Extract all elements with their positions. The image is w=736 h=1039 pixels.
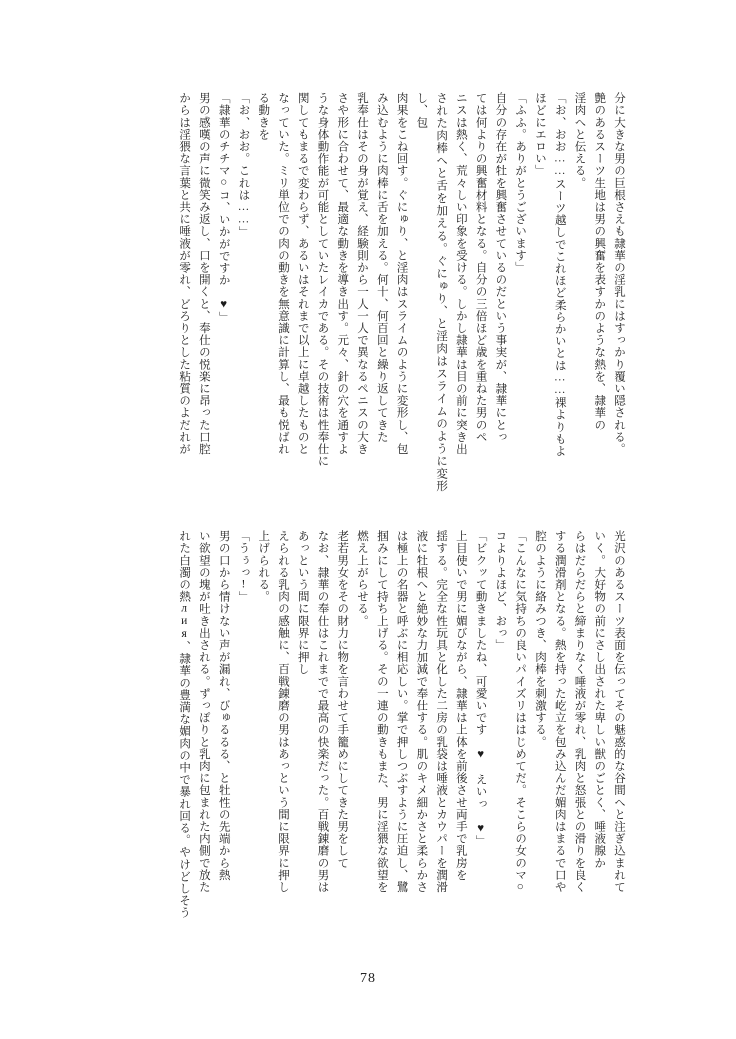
paragraph: 光沢のあるスーツ表面を伝ってその魅惑的な谷間へと注ぎ込まれて bbox=[613, 530, 625, 893]
paragraph: さや形に合わせて、最適な動きを導き出す。元々、針の穴を通すよ bbox=[336, 92, 349, 455]
paragraph: ほどにエロい」 bbox=[533, 92, 546, 177]
text-column-upper bbox=[173, 92, 628, 492]
paragraph: れた白濁の熱лия、隷華の豊満な媚肉の中で暴れ回る。やけどしそう bbox=[178, 530, 191, 919]
paragraph: 自分の存在が牡を興奮させているのだという事実が、隷華にとっ bbox=[494, 92, 507, 443]
paragraph: 「お、おお。これは……」 bbox=[237, 92, 250, 239]
paragraph: 「お、おお……スーツ越しでこれほど柔らかいとは……裸よりもよ bbox=[553, 92, 566, 457]
paragraph: 「ビクッて動きましたね、可愛いです ♥ えいっ ♥」 bbox=[474, 530, 487, 848]
page-number: 78 bbox=[360, 971, 376, 986]
paragraph: ては何よりの興奮材料となる。自分の三倍ほど歳を重ねた男のペ bbox=[474, 92, 487, 443]
paragraph: 男の口から情けない声が漏れ、びゅるるる、と牡性の先端から熱 bbox=[217, 530, 230, 881]
paragraph: 男の感嘆の声に微笑み返し、口を開くと、奉仕の悦楽に昂った口腔 bbox=[197, 92, 210, 455]
paragraph: された肉棒へと舌を加える。ぐにゅり、と淫肉はスライムのように変形し、包 bbox=[415, 92, 448, 492]
paragraph: なお、隷華の奉仕はこれまでで最高の快楽だった。百戦錬磨の男は bbox=[316, 530, 329, 893]
paragraph: うな身体動作能が可能としていたレイカである。その技術は性奉仕に bbox=[316, 92, 329, 468]
paragraph: コよりよほど、おっ」 bbox=[494, 530, 507, 651]
paragraph: 上げられる。 bbox=[257, 530, 270, 603]
paragraph: からは淫猥な言葉と共に唾液が零れ、どろりとした粘質のよだれが bbox=[178, 92, 191, 455]
paragraph: 分に大きな男の巨根さえも隷華の淫乳にはすっかり覆い隠される。 bbox=[613, 92, 625, 455]
paragraph: 液に牡根へと絶妙な力加減で奉仕する。肌のキメ細かさと柔らかさ bbox=[415, 530, 428, 893]
paragraph: 「こんなに気持ちの良いパイズリははじめてだ。そこらの女のマ○ bbox=[514, 530, 527, 894]
paragraph: い欲望の塊が吐き出される。ずっぽりと乳肉に包まれた内側で放た bbox=[197, 530, 210, 893]
paragraph: 「うぅっ!」 bbox=[237, 530, 250, 604]
paragraph: 腔のように絡みつき、肉棒を刺激する。 bbox=[533, 530, 546, 748]
text-column-lower bbox=[173, 530, 628, 930]
paragraph: 肉果をこね回す。ぐにゅり、と淫肉はスライムのように変形し、包 bbox=[395, 92, 408, 455]
paragraph: ニスは熱く、荒々しい印象を受ける。しかし隷華は目の前に突き出 bbox=[454, 92, 467, 455]
paragraph: 掴みにして持ち上げる。その一連の動きもまた、男に淫猥な欲望を bbox=[375, 530, 388, 893]
paragraph: 乳奉仕はその身が覚え、経験則から一人一人で異なるペニスの大き bbox=[356, 92, 369, 455]
paragraph: る動きを bbox=[257, 92, 270, 141]
paragraph: 揺する。完全な性玩具と化した二房の乳袋は唾液とカウパーを潤滑 bbox=[435, 530, 448, 893]
paragraph: 燃え上がらせる。 bbox=[356, 530, 369, 627]
paragraph: 「ふふ。ありがとうございます」 bbox=[514, 92, 527, 274]
paragraph: 上目使いで男に媚びながら、隷華は上体を前後させ両手で乳房を bbox=[454, 530, 467, 881]
paragraph: 老若男女をその財力に物を言わせて手籠めにしてきた男をして bbox=[336, 530, 349, 869]
paragraph: 関してもまるで変わらず、あるいはそれまで以上に卓越したものと bbox=[296, 92, 309, 455]
paragraph: 艶のあるスーツ生地は男の興奮を表すかのような熱を、隷華の bbox=[593, 92, 606, 431]
paragraph: 淫肉へと伝える。 bbox=[573, 92, 586, 189]
paragraph: えられる乳肉の感触に、百戦錬磨の男はあっという間に限界に押し bbox=[276, 530, 289, 893]
paragraph: する潤滑剤となる。熱を持った屹立を包み込んだ媚肉はまるで口や bbox=[553, 530, 566, 893]
paragraph: なっていた。ミリ単位での肉の動きを無意識に計算し、最も悦ばれ bbox=[276, 92, 289, 455]
paragraph: 「隷華のチチマ○コ、いかがですか ♥」 bbox=[217, 92, 230, 324]
paragraph: いく。大好物の前にさし出された卑しい獣のごとく、唾液腺か bbox=[593, 530, 606, 869]
paragraph: あっという間に限界に押し bbox=[296, 530, 309, 676]
paragraph: み込むように肉棒に舌を加える。何十、何百回と繰り返してきた bbox=[375, 92, 388, 443]
paragraph: らはだらだらと締まりなく唾液が零れ、乳肉と怒張との滑りを良く bbox=[573, 530, 586, 893]
paragraph: は極上の名器と呼ぶに相応しい。掌で押しつぶすように圧迫し、鷺 bbox=[395, 530, 408, 893]
